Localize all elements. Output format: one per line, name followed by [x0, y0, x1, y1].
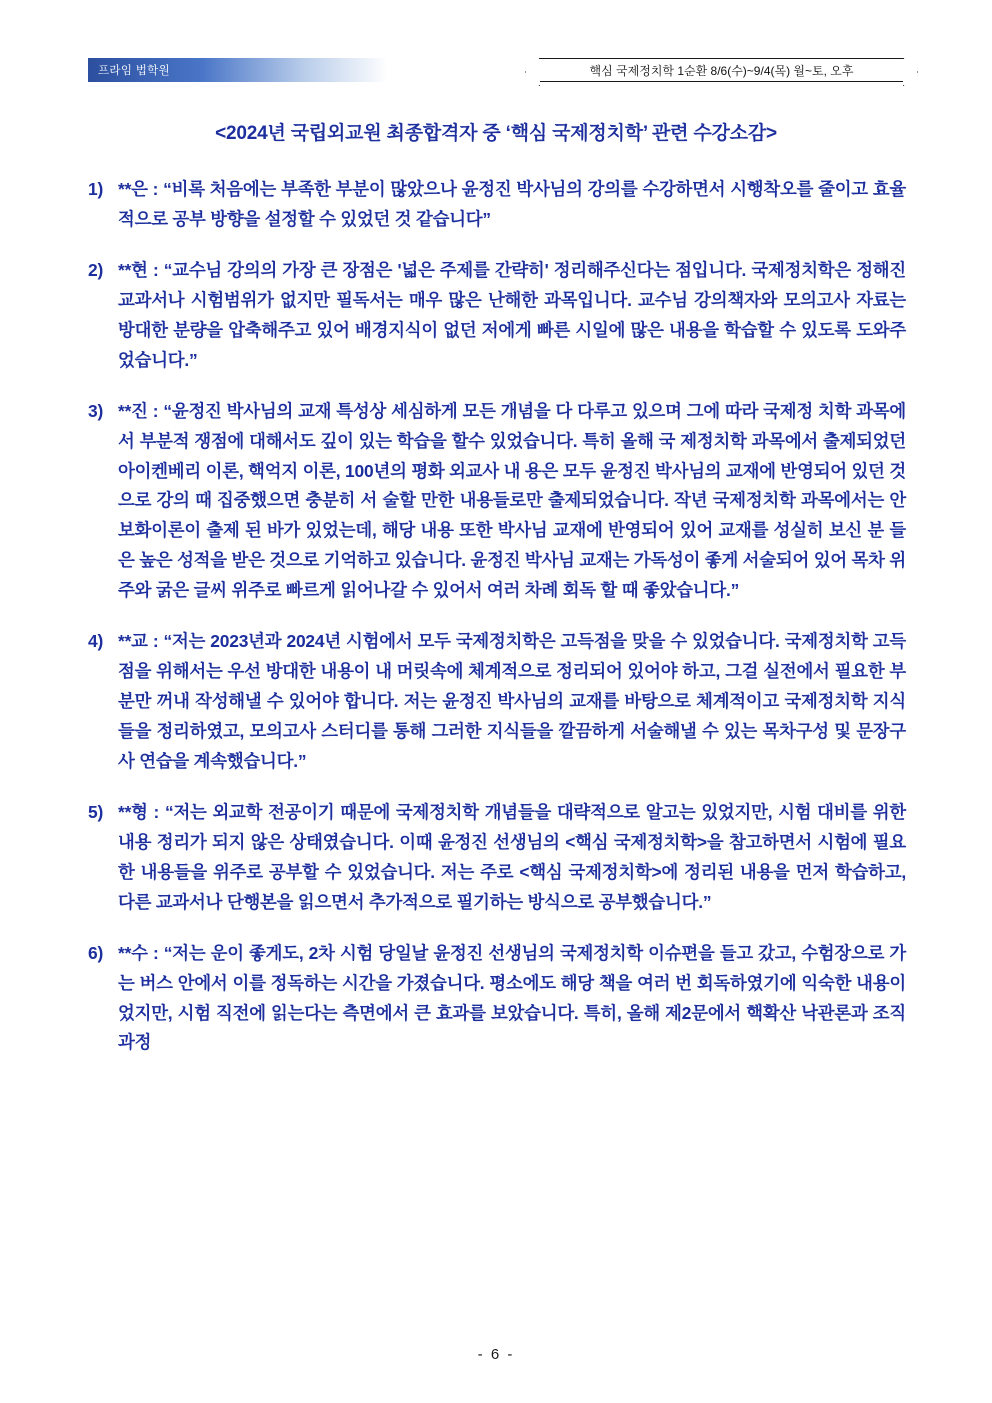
paragraph-2 — [88, 256, 906, 376]
paragraph-marker: 5) — [88, 801, 104, 822]
document-body — [88, 175, 906, 1079]
paragraph-text: **교 : “저는 2023년과 2024년 시험에서 모두 국제정치학은 고득점을 맞을 수 있었습니다. 국제정치학 고득점을 위해서는 우선 방대한 내용이 내 머릿속에 체계적으로 정리되어 있어야 하고, 그걸 실전에서 필요한 부분만 꺼내 작성해낼 수 있어야 합니다. 저는 윤정진 박사님의 교재를 바탕으로 체계적이고 국제정치학 지식들을 정리하였고, 모의고사 스터디를 통해 그러한 지식들을 깔끔하게 서술해낼 수 있는 목차구성 및 문장구사 연습을 계속했습니다.” — [118, 631, 906, 771]
paragraph-6 — [88, 939, 906, 1059]
paragraph-3 — [88, 397, 906, 607]
paragraph-text: **형 : “저는 외교학 전공이기 때문에 국제정치학 개념들을 대략적으로 알고는 있었지만, 시험 대비를 위한 내용 정리가 되지 않은 상태였습니다. 이때 윤정진 선생님의 <핵심 국제정치학>을 참고하면서 시험에 필요한 내용들을 위주로 공부할 수 있었습니다. 저는 주로 <핵심 국제정치학>에 정리된 내용을 먼저 학습하고, 다른 교과서나 단행본을 읽으면서 추가적으로 필기하는 방식으로 공부했습니다.” — [118, 801, 906, 912]
paragraph-text: **진 : “윤정진 박사님의 교재 특성상 세심하게 모든 개념을 다 다루고 있으며 그에 따라 국제정 치학 과목에서 부분적 쟁점에 대해서도 깊이 있는 학습을 할수 있었습니다. 특히 올해 국 제정치학 과목에서 출제되었던 아이켄베리 이론, 핵억지 이론, 100년의 평화 외교사 내 용은 모두 윤정진 박사님의 교재에 반영되어 있던 것으로 강의 때 집중했으면 충분히 서 술할 만한 내용들로만 출제되었습니다. 작년 국제정치학 과목에서는 안보화이론이 출제 된 바가 있었는데, 해당 내용 또한 박사님 교재에 반영되어 있어 교재를 성실히 보신 분 들은 높은 성적을 받은 것으로 기억하고 있습니다. 윤정진 박사님 교재는 가독성이 좋게 서술되어 있어 목차 위주와 굵은 글씨 위주로 빠르게 읽어나갈 수 있어서 여러 차례 회독 할 때 좋았습니다.” — [118, 400, 906, 601]
paragraph-marker: 1) — [88, 179, 104, 199]
page-number: - 6 - — [477, 1346, 515, 1363]
paragraph-text: **수 : “저는 운이 좋게도, 2차 시험 당일날 윤정진 선생님의 국제정치학 이슈편을 들고 갔고, 수험장으로 가는 버스 안에서 이를 정독하는 시간을 가졌습니다. 평소에도 해당 책을 여러 번 회독하였기에 익숙한 내용이었지만, 시험 직전에 읽는다는 측면에서 큰 효과를 보았습니다. 특히, 올해 제2문에서 핵확산 낙관론과 조직과정 — [118, 942, 906, 1053]
paragraph-1 — [88, 175, 906, 235]
paragraph-text: **현 : “교수님 강의의 가장 큰 장점은 '넓은 주제를 간략히' 정리해주신다는 점입니다. 국제정치학은 정해진 교과서나 시험범위가 없지만 필독서는 매우 많은 난해한 과목입니다. 교수님 강의책자와 모의고사 자료는 방대한 분량을 압축해주고 있어 배경지식이 없던 저에게 빠른 시일에 많은 내용을 학습할 수 있도록 도와주었습니다.” — [118, 259, 906, 370]
paragraph-text: **은 : “비록 처음에는 부족한 부분이 많았으나 윤정진 박사님의 강의를 수강하면서 시행착오를 줄이고 효율적으로 공부 방향을 설정할 수 있었던 것 같습니다” — [118, 179, 906, 229]
brand-bar — [88, 58, 388, 82]
paragraph-marker: 3) — [88, 400, 104, 421]
paragraph-4 — [88, 627, 906, 777]
page-header — [88, 58, 904, 84]
course-banner — [539, 58, 904, 82]
paragraph-marker: 4) — [88, 631, 104, 652]
paragraph-marker: 6) — [88, 942, 104, 963]
paragraph-5 — [88, 798, 906, 918]
brand-label: 프라임 법학원 — [98, 65, 170, 77]
paragraph-marker: 2) — [88, 259, 104, 280]
page-title: <2024년 국립외교원 최종합격자 중 ‘핵심 국제정치학’ 관련 수강소감> — [215, 123, 777, 144]
banner-label: 핵심 국제정치학 1순환 8/6(수)~9/4(목) 월~토, 오후 — [589, 63, 854, 78]
